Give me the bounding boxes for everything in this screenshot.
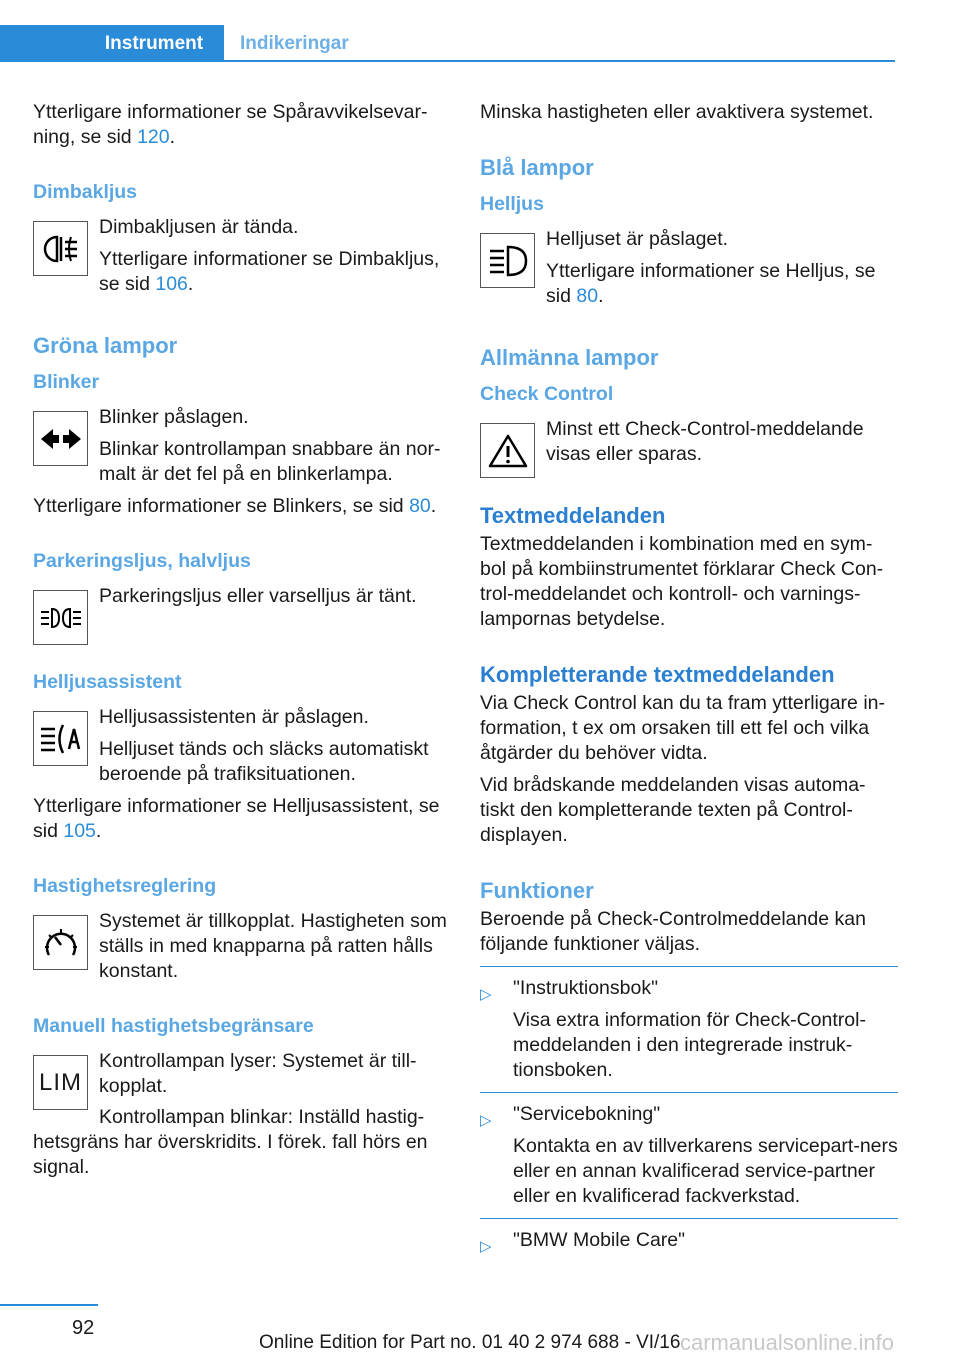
section-heading-bla: Blå lampor — [480, 155, 594, 180]
edition-text: Online Edition for Part no. 01 40 2 974 688 - VI/16 — [259, 1332, 681, 1353]
section-heading-parkering: Parkeringsljus, halvljus — [33, 550, 251, 572]
page-link[interactable]: 106 — [155, 273, 188, 295]
intro-text: Minska hastigheten eller avaktivera systemet. — [480, 101, 874, 123]
section-heading-hastighetsreglering: Hastighetsreglering — [33, 875, 217, 897]
section-heading-grona: Gröna lampor — [33, 333, 178, 358]
list-divider — [480, 1092, 898, 1093]
list-item-title: "Instruktionsbok" — [513, 977, 658, 999]
more-info-text: Ytterligare informationer se Helljusassistent, se sid 105. — [33, 795, 440, 842]
indicator-text: Ytterligare informationer se Helljus, se sid 80. — [546, 260, 876, 307]
indicator-dimbakljus — [33, 215, 451, 297]
indicator-parkering — [33, 584, 451, 640]
header-bar — [0, 25, 895, 62]
section-heading-textmeddelanden: Textmeddelanden — [480, 503, 666, 528]
list-divider — [480, 1218, 898, 1219]
high-beam-assist-icon — [33, 711, 88, 766]
watermark: carmanualsonline.info — [680, 1330, 895, 1355]
intro-text: Ytterligare informationer se Spåravvikelsevar-ning, se sid 120. — [33, 101, 428, 148]
indicator-text: Blinker påslagen. — [99, 406, 249, 428]
right-column — [480, 100, 898, 1260]
section-heading-blinker: Blinker — [33, 371, 100, 393]
list-item-title: "Servicebokning" — [513, 1103, 661, 1125]
page-link[interactable]: 80 — [409, 495, 431, 517]
indicator-text: Helljuset är påslaget. — [546, 228, 729, 250]
list-item-desc: Visa extra information för Check-Control-meddelanden i den integrerade instruk-tionsboken. — [513, 1009, 866, 1081]
bullet-triangle-icon: ▷ — [480, 1238, 492, 1255]
tab-indikeringar[interactable]: Indikeringar — [240, 32, 349, 54]
indicator-text: Dimbakljusen är tända. — [99, 216, 299, 238]
list-item — [480, 1102, 898, 1209]
tab-instrument[interactable]: Instrument — [0, 25, 224, 62]
more-info-text: Ytterligare informationer se Blinkers, se sid 80. — [33, 495, 437, 517]
indicator-hastighetsreglering — [33, 909, 451, 984]
indicator-begransare — [33, 1049, 451, 1105]
header-rule — [0, 60, 895, 62]
indicator-text: Minst ett Check-Control-meddelande visas eller sparas. — [546, 418, 864, 465]
indicator-text: Blinkar kontrollampan snabbare än nor-malt är det fel på en blinkerlampa. — [99, 438, 441, 485]
page-link[interactable]: 105 — [63, 820, 96, 842]
list-item-title: "BMW Mobile Care" — [513, 1229, 686, 1251]
left-column — [33, 100, 451, 1187]
page-link[interactable]: 80 — [576, 285, 599, 307]
indicator-text: Helljuset tänds och släcks automatiskt beroende på trafiksituationen. — [99, 738, 429, 785]
indicator-text: Helljusassistenten är påslagen. — [99, 706, 369, 728]
indicator-blinker — [33, 405, 451, 487]
body-text: Beroende på Check-Controlmeddelande kan följande funktioner väljas. — [480, 908, 866, 955]
indicator-helljus — [480, 227, 898, 309]
parking-light-icon — [33, 590, 88, 645]
indicator-text: Kontrollampan blinkar: Inställd hastig-hetsgräns har överskridits. I förek. fall hörs en signal. — [33, 1106, 428, 1178]
list-item — [480, 976, 898, 1083]
bullet-triangle-icon: ▷ — [480, 1112, 492, 1129]
speed-limiter-icon: LIM — [33, 1055, 88, 1110]
indicator-text: Parkeringsljus eller varselljus är tänt. — [99, 585, 417, 607]
indicator-text: Ytterligare informationer se Dimbakljus, se sid 106. — [99, 248, 440, 295]
section-heading-kompletterande: Kompletterande textmeddelanden — [480, 662, 835, 687]
section-heading-allmanna: Allmänna lampor — [480, 345, 659, 370]
section-heading-dimbakljus: Dimbakljus — [33, 181, 138, 203]
body-text: Vid brådskande meddelanden visas automa-tiskt den kompletterande texten på Control-displayen. — [480, 774, 866, 846]
footer-rule — [0, 1304, 98, 1306]
cruise-control-icon — [33, 915, 88, 970]
page-number: 92 — [72, 1317, 95, 1339]
body-text: Textmeddelanden i kombination med en sym-bol på kombiinstrumentet förklarar Check Con-trol-meddelandet och kontroll- och varnings-lampornas betydelse. — [480, 533, 884, 630]
bullet-triangle-icon: ▷ — [480, 986, 492, 1003]
high-beam-icon — [480, 233, 535, 288]
body-text: Via Check Control kan du ta fram ytterligare in-formation, t ex om orsaken till ett fel och vilka åtgärder du behöver vidta. — [480, 692, 885, 764]
indicator-text: Systemet är tillkopplat. Hastigheten som ställs in med knapparna på ratten hålls konstant. — [99, 910, 447, 982]
turn-signal-icon — [33, 411, 88, 466]
section-heading-funktioner: Funktioner — [480, 878, 594, 903]
page-link[interactable]: 120 — [137, 126, 170, 148]
section-heading-helljusassistent: Helljusassistent — [33, 671, 182, 693]
warning-triangle-icon — [480, 423, 535, 478]
list-divider — [480, 966, 898, 967]
list-item-desc: Kontakta en av tillverkarens servicepart-ners eller en annan kvalificerad service-partner eller en kvalificerad fackverkstad. — [513, 1135, 898, 1207]
section-heading-check-control: Check Control — [480, 383, 614, 405]
section-heading-begransare: Manuell hastighetsbegränsare — [33, 1015, 314, 1037]
rear-fog-light-icon — [33, 221, 88, 276]
indicator-check-control — [480, 417, 898, 473]
indicator-helljusassistent — [33, 705, 451, 787]
list-item — [480, 1228, 898, 1253]
section-heading-helljus: Helljus — [480, 193, 544, 215]
indicator-text: Kontrollampan lyser: Systemet är till-kopplat. — [99, 1050, 417, 1097]
